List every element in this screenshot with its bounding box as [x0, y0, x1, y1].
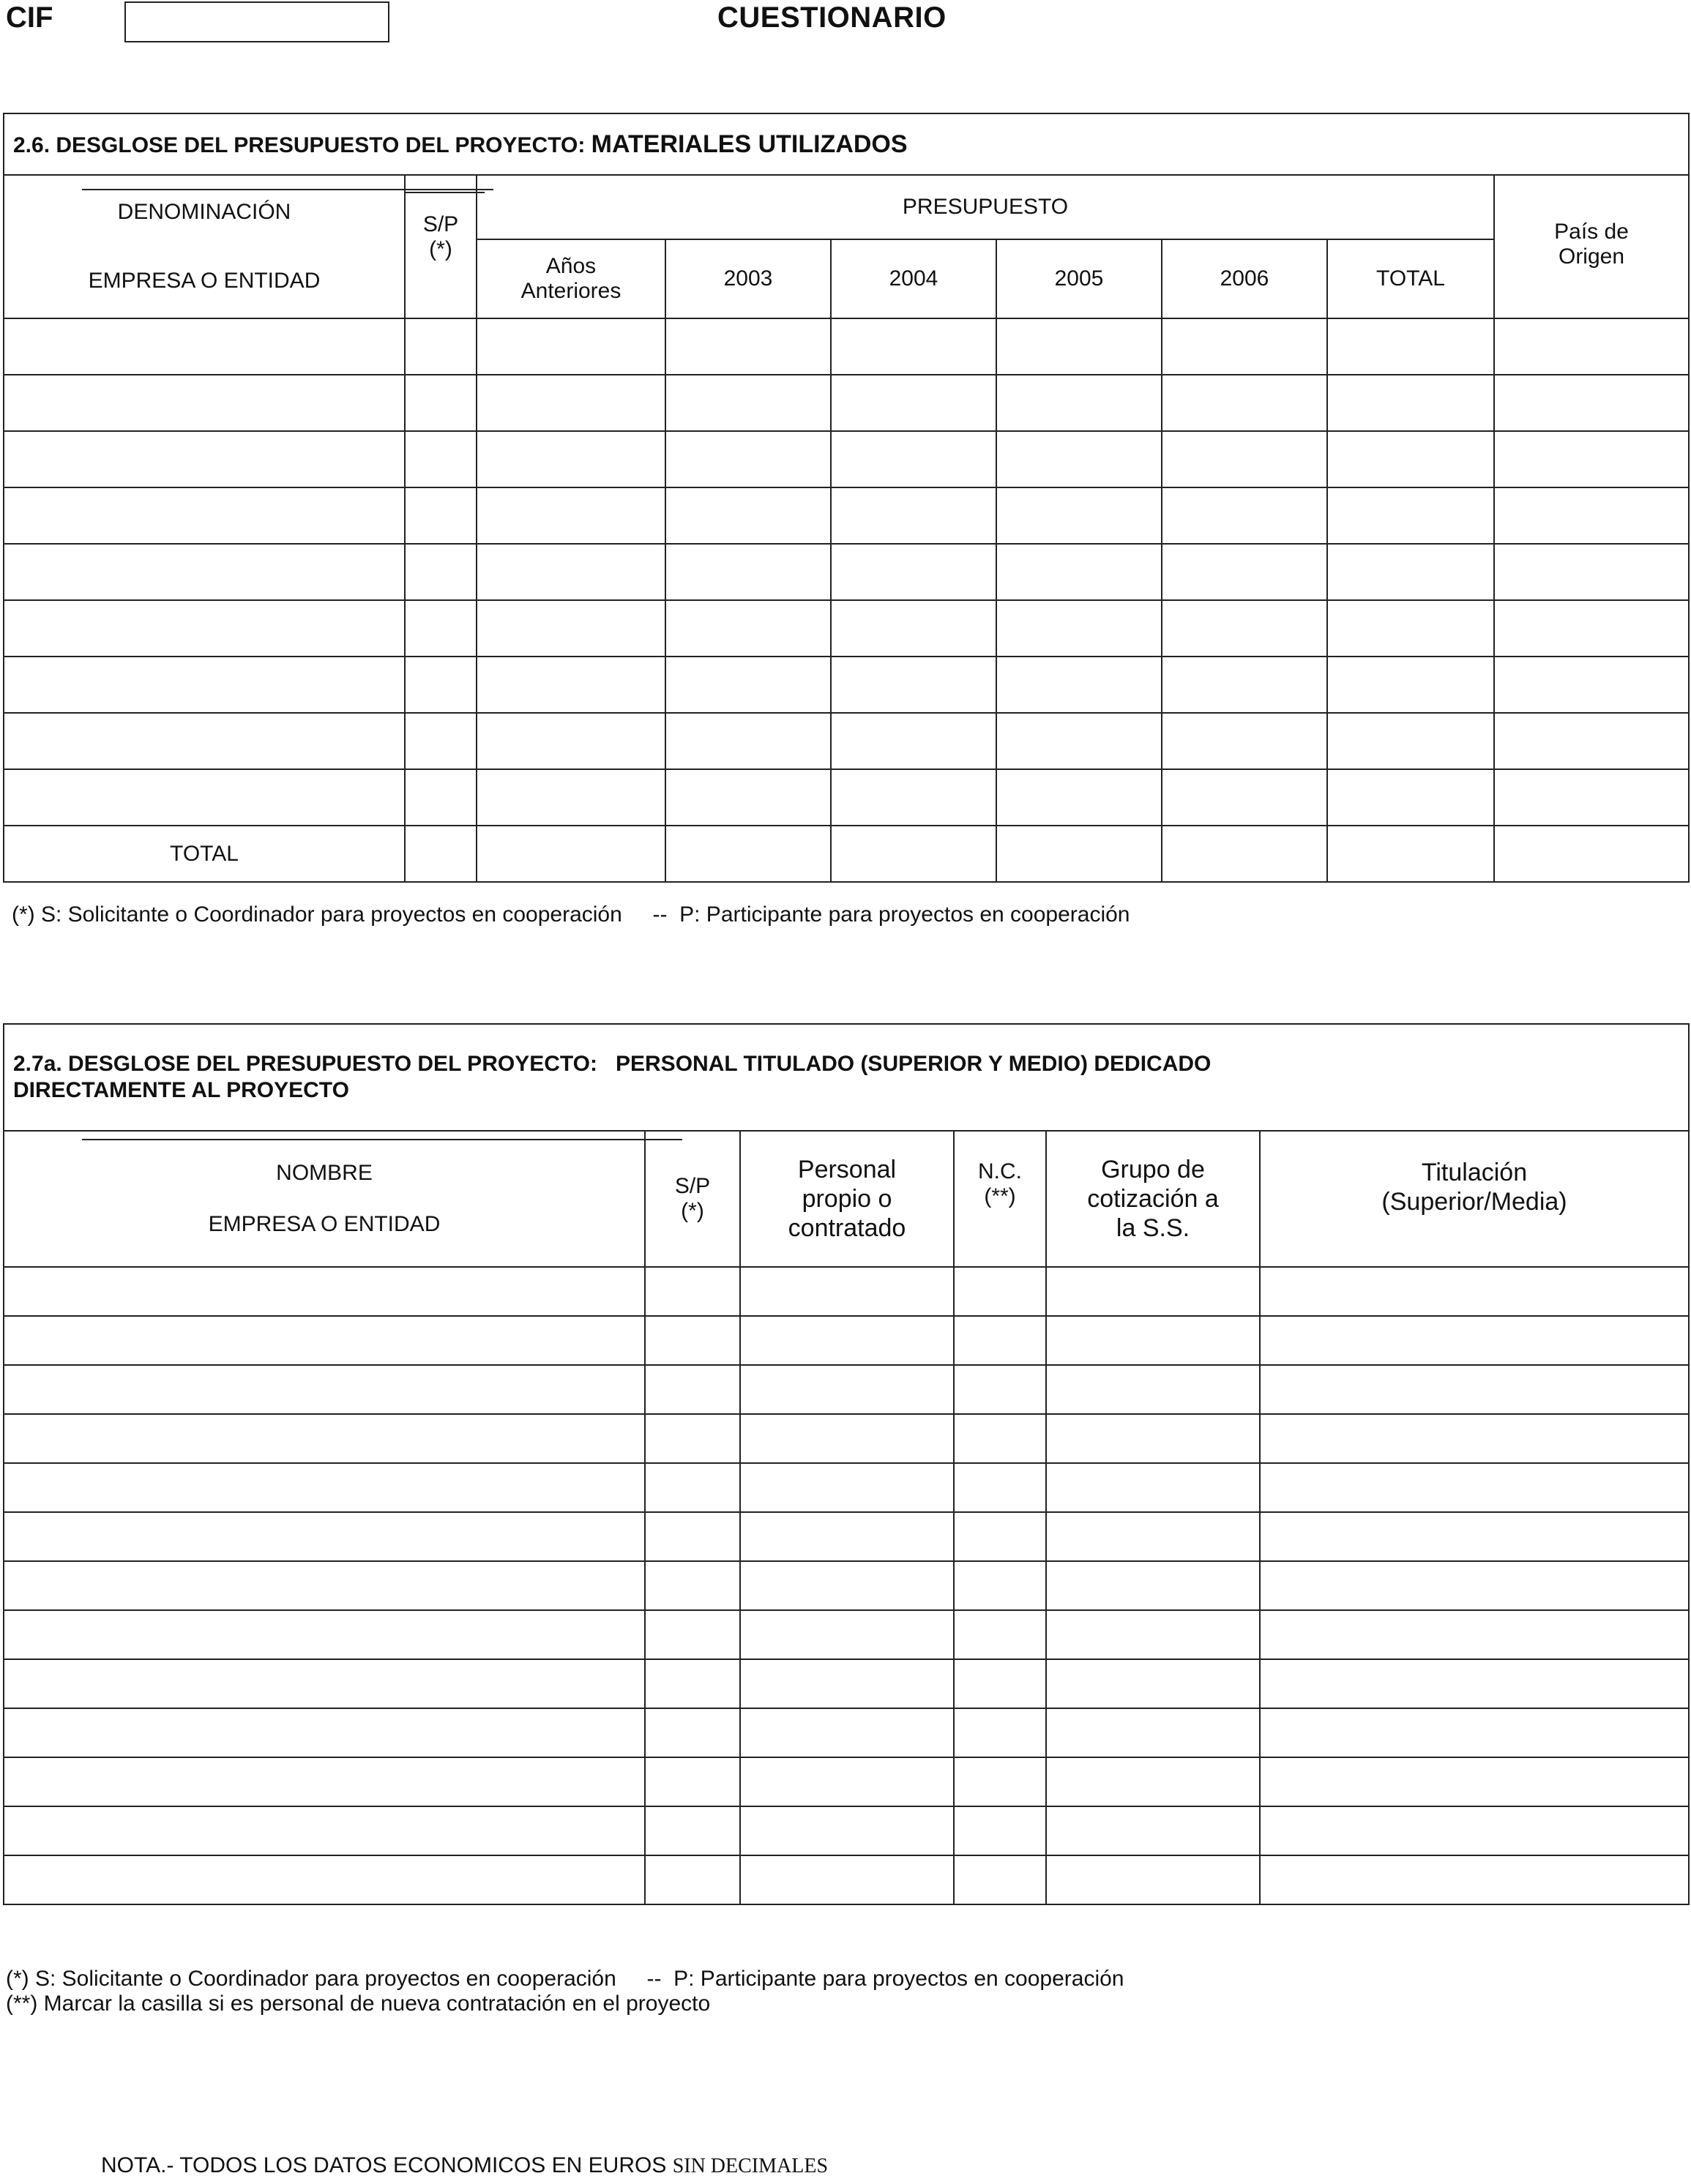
total-row-label: TOTAL: [4, 826, 405, 882]
header-rule: [82, 189, 493, 190]
col-anos-label-2: Anteriores: [520, 279, 621, 303]
entry-cell[interactable]: [405, 431, 477, 487]
entry-cell[interactable]: [1046, 1463, 1260, 1512]
entry-cell[interactable]: [1327, 600, 1494, 657]
entry-cell[interactable]: [665, 769, 831, 826]
entry-cell[interactable]: [4, 1659, 645, 1708]
entry-cell[interactable]: [831, 375, 996, 431]
entry-cell[interactable]: [831, 769, 996, 826]
section-27a-title-line2: DIRECTAMENTE AL PROYECTO: [13, 1078, 349, 1102]
entry-cell[interactable]: [954, 1757, 1046, 1806]
entry-cell[interactable]: [645, 1659, 740, 1708]
entry-cell[interactable]: [1162, 487, 1327, 544]
col-personal-label-2: propio o: [802, 1185, 892, 1213]
section-26-title: [4, 113, 1689, 175]
col-nombre-header: [4, 1131, 645, 1267]
entry-cell[interactable]: [665, 713, 831, 769]
section-27a-title: [4, 1024, 1689, 1131]
col-sp-note: (*): [681, 1199, 704, 1223]
entry-cell[interactable]: [665, 600, 831, 657]
entry-cell[interactable]: [405, 657, 477, 713]
entry-cell[interactable]: [645, 1806, 740, 1855]
entry-cell[interactable]: [1260, 1365, 1689, 1414]
col-denominacion-header: [4, 175, 405, 318]
entry-cell[interactable]: [1327, 657, 1494, 713]
entry-cell[interactable]: [4, 1463, 645, 1512]
col-anos-label-1: Años: [545, 254, 597, 278]
cif-label: CIF: [6, 1, 53, 34]
col-pais-label-1: País de: [1554, 220, 1629, 244]
total-cell[interactable]: [1327, 826, 1494, 882]
entry-cell[interactable]: [4, 1316, 645, 1365]
entry-cell[interactable]: [645, 1365, 740, 1414]
footnote-27a-1: (*) S: Solicitante o Coordinador para proyectos en cooperación -- P: Participante para proyectos en cooperación: [6, 1967, 1124, 1991]
col-sp-label: S/P: [422, 212, 459, 236]
entry-cell[interactable]: [1046, 1267, 1260, 1316]
entry-cell[interactable]: [954, 1512, 1046, 1561]
entry-cell[interactable]: [1046, 1708, 1260, 1757]
table-row: [4, 544, 1689, 600]
table-row: [4, 769, 1689, 826]
col-personal-label-1: Personal: [797, 1156, 897, 1183]
entry-cell[interactable]: [740, 1365, 954, 1414]
entry-cell[interactable]: [477, 431, 665, 487]
table-row: [4, 318, 1689, 375]
entry-cell[interactable]: [1327, 769, 1494, 826]
entry-cell[interactable]: [4, 1757, 645, 1806]
col-nc-header: [954, 1131, 1046, 1267]
entry-cell[interactable]: [740, 1659, 954, 1708]
entry-cell[interactable]: [645, 1316, 740, 1365]
entry-cell[interactable]: [996, 713, 1162, 769]
entry-cell[interactable]: [4, 1708, 645, 1757]
entry-cell[interactable]: [954, 1806, 1046, 1855]
col-nombre-label: NOMBRE: [276, 1161, 373, 1185]
entry-cell[interactable]: [1260, 1610, 1689, 1659]
entry-cell[interactable]: [645, 1708, 740, 1757]
entry-cell[interactable]: [740, 1316, 954, 1365]
entry-cell[interactable]: [477, 769, 665, 826]
entry-cell[interactable]: [4, 1561, 645, 1610]
total-cell[interactable]: [665, 826, 831, 882]
entry-cell[interactable]: [645, 1267, 740, 1316]
entry-cell[interactable]: [740, 1708, 954, 1757]
table-row: [4, 1414, 1689, 1463]
entry-cell[interactable]: [405, 713, 477, 769]
table-row: [4, 1463, 1689, 1512]
col-grupo-header: [1046, 1131, 1260, 1267]
entry-cell[interactable]: [831, 600, 996, 657]
col-2004-header: 2004: [831, 239, 996, 318]
entry-cell[interactable]: [405, 544, 477, 600]
entry-cell[interactable]: [1260, 1855, 1689, 1904]
entry-cell[interactable]: [1046, 1365, 1260, 1414]
entry-cell[interactable]: [740, 1561, 954, 1610]
table-row: [4, 1365, 1689, 1414]
entry-cell[interactable]: [831, 431, 996, 487]
entry-cell[interactable]: [665, 431, 831, 487]
entry-cell[interactable]: [1494, 318, 1689, 375]
entry-cell[interactable]: [996, 318, 1162, 375]
entry-cell[interactable]: [831, 657, 996, 713]
entry-cell[interactable]: [4, 1855, 645, 1904]
entry-cell[interactable]: [954, 1855, 1046, 1904]
nota-suffix: SIN DECIMALES: [672, 2155, 829, 2177]
entry-cell[interactable]: [996, 544, 1162, 600]
entry-cell[interactable]: [4, 487, 405, 544]
col-titulacion-header: [1260, 1131, 1689, 1267]
col-2003-header: 2003: [665, 239, 831, 318]
col-2005-header: 2005: [996, 239, 1162, 318]
materiales-table: [3, 113, 1690, 883]
entry-cell[interactable]: [1162, 600, 1327, 657]
table-row: [4, 487, 1689, 544]
entry-cell[interactable]: [645, 1414, 740, 1463]
entry-cell[interactable]: [477, 375, 665, 431]
entry-cell[interactable]: [1046, 1659, 1260, 1708]
entry-cell[interactable]: [1260, 1267, 1689, 1316]
total-cell[interactable]: [831, 826, 996, 882]
entry-cell[interactable]: [1046, 1855, 1260, 1904]
entry-cell[interactable]: [477, 487, 665, 544]
entry-cell[interactable]: [954, 1561, 1046, 1610]
entry-cell[interactable]: [740, 1806, 954, 1855]
entry-cell[interactable]: [1494, 431, 1689, 487]
entry-cell[interactable]: [405, 600, 477, 657]
entry-cell[interactable]: [954, 1659, 1046, 1708]
col-sp-note: (*): [429, 237, 452, 261]
entry-cell[interactable]: [1162, 375, 1327, 431]
entry-cell[interactable]: [1327, 544, 1494, 600]
entry-cell[interactable]: [996, 657, 1162, 713]
entry-cell[interactable]: [1046, 1610, 1260, 1659]
entry-cell[interactable]: [1046, 1757, 1260, 1806]
entry-cell[interactable]: [477, 713, 665, 769]
col-sp-label: S/P: [674, 1174, 711, 1198]
table-row: [4, 1610, 1689, 1659]
col-denominacion-label: DENOMINACIÓN: [117, 200, 291, 224]
entry-cell[interactable]: [1046, 1316, 1260, 1365]
entry-cell[interactable]: [405, 769, 477, 826]
entry-cell[interactable]: [954, 1267, 1046, 1316]
entry-cell[interactable]: [996, 487, 1162, 544]
col-nc-label-1: N.C.: [978, 1159, 1022, 1183]
entry-cell[interactable]: [4, 713, 405, 769]
table-row: [4, 1855, 1689, 1904]
col-pais-label-2: Origen: [1558, 244, 1625, 269]
entry-cell[interactable]: [740, 1267, 954, 1316]
col-empresa-label: EMPRESA O ENTIDAD: [208, 1212, 441, 1236]
entry-cell[interactable]: [1494, 600, 1689, 657]
section-26-title-prefix: 2.6. DESGLOSE DEL PRESUPUESTO DEL PROYECTO:: [13, 132, 591, 157]
entry-cell[interactable]: [665, 487, 831, 544]
table-row: [4, 1561, 1689, 1610]
entry-cell[interactable]: [4, 657, 405, 713]
entry-cell[interactable]: [1162, 657, 1327, 713]
entry-cell[interactable]: [740, 1512, 954, 1561]
entry-cell[interactable]: [665, 544, 831, 600]
entry-cell[interactable]: [954, 1365, 1046, 1414]
col-sp-header: [645, 1131, 740, 1267]
entry-cell[interactable]: [4, 1267, 645, 1316]
entry-cell[interactable]: [996, 600, 1162, 657]
entry-cell[interactable]: [831, 318, 996, 375]
header-rule: [404, 192, 485, 193]
entry-cell[interactable]: [1260, 1316, 1689, 1365]
cif-input-box[interactable]: [124, 1, 389, 42]
col-grupo-label-2: cotización a: [1087, 1185, 1219, 1213]
entry-cell[interactable]: [1494, 769, 1689, 826]
entry-cell[interactable]: [740, 1855, 954, 1904]
entry-cell[interactable]: [1046, 1512, 1260, 1561]
entry-cell[interactable]: [1260, 1512, 1689, 1561]
entry-cell[interactable]: [477, 318, 665, 375]
total-cell[interactable]: [405, 826, 477, 882]
col-2006-header: 2006: [1162, 239, 1327, 318]
col-grupo-label-3: la S.S.: [1116, 1214, 1190, 1242]
entry-cell[interactable]: [996, 769, 1162, 826]
entry-cell[interactable]: [645, 1561, 740, 1610]
entry-cell[interactable]: [405, 487, 477, 544]
entry-cell[interactable]: [4, 431, 405, 487]
entry-cell[interactable]: [1327, 713, 1494, 769]
col-total-header: TOTAL: [1327, 239, 1494, 318]
header-rule: [82, 1139, 682, 1140]
entry-cell[interactable]: [1162, 544, 1327, 600]
entry-cell[interactable]: [1046, 1806, 1260, 1855]
table-row: [4, 1757, 1689, 1806]
total-cell[interactable]: [996, 826, 1162, 882]
entry-cell[interactable]: [831, 713, 996, 769]
entry-cell[interactable]: [954, 1414, 1046, 1463]
section-26-title-emphasis: MATERIALES UTILIZADOS: [591, 130, 908, 158]
table-row: [4, 1659, 1689, 1708]
entry-cell[interactable]: [405, 318, 477, 375]
nota-euros: [101, 2153, 828, 2178]
entry-cell[interactable]: [1162, 431, 1327, 487]
entry-cell[interactable]: [1046, 1561, 1260, 1610]
entry-cell[interactable]: [1046, 1414, 1260, 1463]
nota-prefix: NOTA.- TODOS LOS DATOS ECONOMICOS EN EUROS: [101, 2153, 673, 2177]
entry-cell[interactable]: [4, 1610, 645, 1659]
entry-cell[interactable]: [645, 1757, 740, 1806]
entry-cell[interactable]: [1162, 713, 1327, 769]
personal-titulado-table: [3, 1023, 1690, 1905]
entry-cell[interactable]: [1260, 1806, 1689, 1855]
entry-cell[interactable]: [831, 544, 996, 600]
entry-cell[interactable]: [740, 1610, 954, 1659]
entry-cell[interactable]: [4, 1414, 645, 1463]
entry-cell[interactable]: [1327, 487, 1494, 544]
entry-cell[interactable]: [645, 1855, 740, 1904]
table-row: [4, 600, 1689, 657]
entry-cell[interactable]: [740, 1463, 954, 1512]
entry-cell[interactable]: [4, 600, 405, 657]
entry-cell[interactable]: [4, 769, 405, 826]
entry-cell[interactable]: [645, 1463, 740, 1512]
entry-cell[interactable]: [1260, 1659, 1689, 1708]
entry-cell[interactable]: [665, 657, 831, 713]
entry-cell[interactable]: [954, 1316, 1046, 1365]
entry-cell[interactable]: [4, 318, 405, 375]
table-row: [4, 431, 1689, 487]
col-anos-anteriores-header: [477, 239, 665, 318]
table-row: [4, 1806, 1689, 1855]
table-row: [4, 713, 1689, 769]
document-title: CUESTIONARIO: [717, 1, 947, 34]
col-titulacion-label-1: Titulación: [1421, 1159, 1528, 1186]
table-row: [4, 1316, 1689, 1365]
entry-cell[interactable]: [954, 1610, 1046, 1659]
entry-cell[interactable]: [996, 375, 1162, 431]
col-grupo-label-1: Grupo de: [1101, 1156, 1205, 1183]
entry-cell[interactable]: [1327, 318, 1494, 375]
entry-cell[interactable]: [831, 487, 996, 544]
entry-cell[interactable]: [954, 1708, 1046, 1757]
entry-cell[interactable]: [954, 1463, 1046, 1512]
entry-cell[interactable]: [1327, 375, 1494, 431]
entry-cell[interactable]: [4, 1365, 645, 1414]
table-row: [4, 1512, 1689, 1561]
col-personal-label-3: contratado: [788, 1214, 906, 1242]
entry-cell[interactable]: [405, 375, 477, 431]
entry-cell[interactable]: [1162, 318, 1327, 375]
col-personal-header: [740, 1131, 954, 1267]
col-titulacion-label-2: (Superior/Media): [1381, 1188, 1567, 1216]
total-cell[interactable]: [1162, 826, 1327, 882]
entry-cell[interactable]: [1260, 1561, 1689, 1610]
col-sp-header: [405, 175, 477, 318]
entry-cell[interactable]: [1260, 1708, 1689, 1757]
entry-cell[interactable]: [1327, 431, 1494, 487]
col-presupuesto-header: PRESUPUESTO: [477, 175, 1494, 239]
entry-cell[interactable]: [1494, 487, 1689, 544]
entry-cell[interactable]: [1260, 1757, 1689, 1806]
table-row: [4, 375, 1689, 431]
entry-cell[interactable]: [477, 600, 665, 657]
footnote-26: (*) S: Solicitante o Coordinador para proyectos en cooperación -- P: Participante para proyectos en cooperación: [12, 902, 1130, 927]
entry-cell[interactable]: [477, 544, 665, 600]
entry-cell[interactable]: [665, 318, 831, 375]
entry-cell[interactable]: [645, 1512, 740, 1561]
table-row: [4, 1267, 1689, 1316]
entry-cell[interactable]: [645, 1610, 740, 1659]
entry-cell[interactable]: [477, 657, 665, 713]
entry-cell[interactable]: [1494, 713, 1689, 769]
entry-cell[interactable]: [1494, 375, 1689, 431]
total-cell[interactable]: [1494, 826, 1689, 882]
entry-cell[interactable]: [4, 375, 405, 431]
table-row: [4, 657, 1689, 713]
entry-cell[interactable]: [740, 1757, 954, 1806]
section-27a-title-line1: 2.7a. DESGLOSE DEL PRESUPUESTO DEL PROYECTO: PERSONAL TITULADO (SUPERIOR Y MEDIO) DEDICADO: [13, 1052, 1212, 1076]
entry-cell[interactable]: [665, 375, 831, 431]
col-pais-header: [1494, 175, 1689, 318]
col-empresa-label: EMPRESA O ENTIDAD: [88, 269, 321, 293]
entry-cell[interactable]: [740, 1414, 954, 1463]
entry-cell[interactable]: [1494, 657, 1689, 713]
entry-cell[interactable]: [4, 544, 405, 600]
entry-cell[interactable]: [1260, 1463, 1689, 1512]
entry-cell[interactable]: [996, 431, 1162, 487]
entry-cell[interactable]: [4, 1806, 645, 1855]
table-row: [4, 1708, 1689, 1757]
col-nc-label-2: (**): [984, 1184, 1016, 1208]
entry-cell[interactable]: [1494, 544, 1689, 600]
entry-cell[interactable]: [1260, 1414, 1689, 1463]
entry-cell[interactable]: [1162, 769, 1327, 826]
entry-cell[interactable]: [4, 1512, 645, 1561]
footnote-27a-2: (**) Marcar la casilla si es personal de nueva contratación en el proyecto: [6, 1992, 711, 2016]
total-cell[interactable]: [477, 826, 665, 882]
